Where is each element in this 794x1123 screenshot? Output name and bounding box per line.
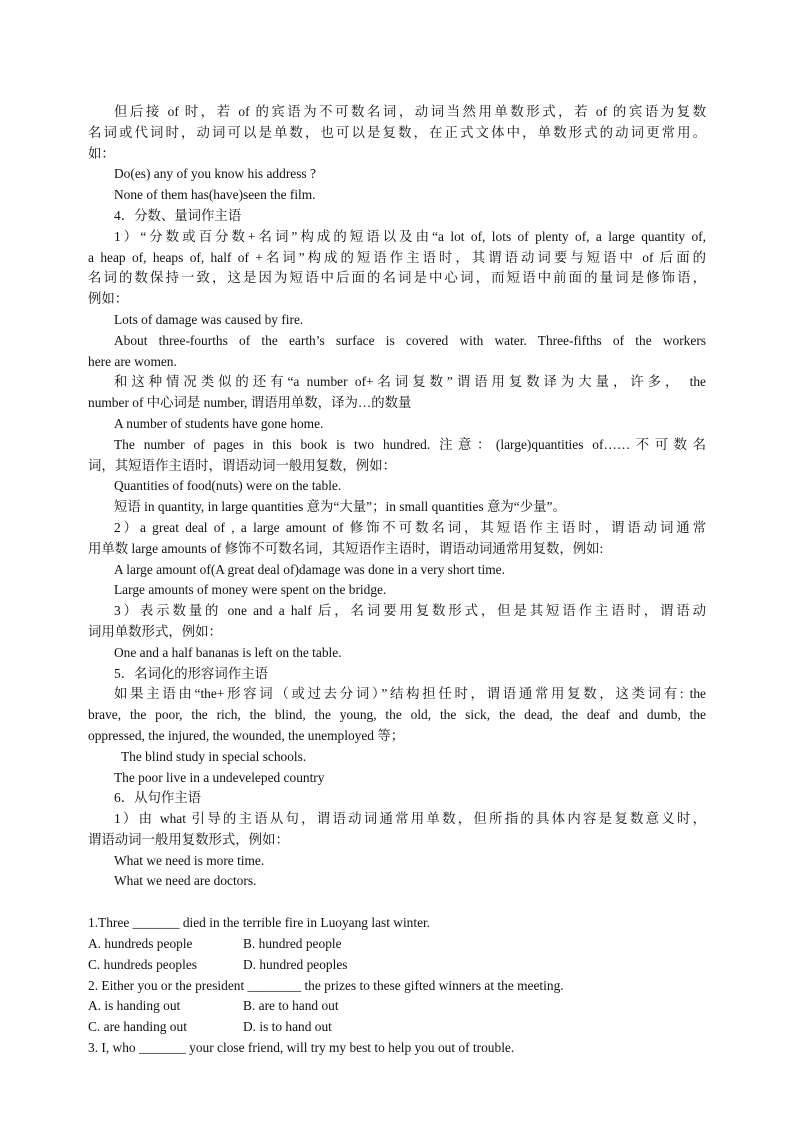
paragraph-line: 如果主语由“the+形容词（或过去分词）”结构担任时，谓语通常用复数，这类词有: the [114, 686, 706, 702]
document-page [88, 102, 706, 1059]
section-heading: 5．名词化的形容词作主语 [114, 665, 268, 681]
paragraph-line: 例如： [88, 291, 129, 307]
paragraph-line: 词，其短语作主语时，谓语动词一般用复数，例如： [88, 457, 396, 473]
question-stem: 3. I, who _______ your close friend, will try my best to help you out of trouble. [88, 1040, 515, 1056]
example-sentence: What we need is more time. [114, 852, 265, 868]
paragraph-line: brave, the poor, the rich, the blind, the young, the old, the sick, the dead, the deaf and dumb, the [88, 707, 706, 723]
paragraph-line: 3）表示数量的 one and a half 后，名词要用复数形式，但是其短语作主语时，谓语动 [114, 603, 706, 619]
example-sentence: The blind study in special schools. [121, 748, 307, 764]
option-d: D. hundred peoples [243, 956, 348, 972]
paragraph-line: oppressed, the injured, the wounded, the unemployed 等； [88, 727, 405, 743]
paragraph-line: 2）a great deal of , a large amount of 修饰不可数名词，其短语作主语时，谓语动词通常 [114, 519, 706, 535]
example-sentence: here are women. [88, 353, 177, 369]
paragraph-line: 短语 in quantity, in large quantities 意为“大量”；in small quantities 意为“少量”。 [114, 499, 566, 515]
option-a: A. is handing out [88, 998, 181, 1014]
paragraph-line: 和这种情况类似的还有“a number of+名词复数”谓语用复数译为大量，许多， the [114, 374, 706, 390]
example-sentence: One and a half bananas is left on the table. [114, 644, 342, 660]
option-d: D. is to hand out [243, 1019, 332, 1035]
option-a: A. hundreds people [88, 936, 193, 952]
paragraph-line: number of 中心词是 number, 谓语用单数，译为…的数量 [88, 395, 412, 411]
example-sentence: A large amount of(A great deal of)damage was done in a very short time. [114, 561, 505, 577]
example-sentence: Large amounts of money were spent on the bridge. [114, 582, 387, 598]
example-sentence: Lots of damage was caused by fire. [114, 311, 304, 327]
paragraph-line: 词用单数形式，例如： [88, 623, 222, 639]
question-stem: 1.Three _______ died in the terrible fire in Luoyang last winter. [88, 915, 431, 931]
example-sentence: None of them has(have)seen the film. [114, 187, 316, 203]
paragraph-line: 1）由 what 引导的主语从句，谓语动词通常用单数，但所指的具体内容是复数意义时， [114, 811, 706, 827]
spacer [88, 892, 706, 913]
example-sentence: Do(es) any of you know his address ? [114, 166, 316, 182]
question-options [88, 955, 706, 976]
question-options [88, 934, 706, 955]
paragraph-line: 用单数 large amounts of 修饰不可数名词，其短语作主语时，谓语动词通常用复数，例如: [88, 540, 604, 556]
example-sentence: Quantities of food(nuts) were on the table. [114, 478, 342, 494]
paragraph-line: 谓语动词一般用复数形式，例如： [88, 831, 289, 847]
example-sentence: The poor live in a undeveleped country [114, 769, 325, 785]
paragraph-line: 1）“分数或百分数+名词”构成的短语以及由“a lot of, lots of plenty of, a large quantity of, [114, 228, 706, 244]
paragraph-line: 名词的数保持一致，这是因为短语中后面的名词是中心词，而短语中前面的量词是修饰语， [88, 270, 706, 286]
option-b: B. are to hand out [243, 998, 339, 1014]
option-c: C. hundreds peoples [88, 956, 197, 972]
example-sentence: About three-fourths of the earth’s surface is covered with water. Three-fifths of the workers [114, 332, 706, 348]
question-stem: 2. Either you or the president ________ the prizes to these gifted winners at the meeting. [88, 977, 564, 993]
paragraph-line: 但后接 of 时，若 of 的宾语为不可数名词，动词当然用单数形式，若 of 的宾语为复数 [114, 104, 706, 119]
example-sentence: A number of students have gone home. [114, 415, 324, 431]
paragraph-line: a heap of, heaps of, half of +名词”构成的短语作主语时，其谓语动词要与短语中 of 后面的 [88, 249, 706, 265]
example-sentence: What we need are doctors. [114, 873, 257, 889]
option-c: C. are handing out [88, 1019, 187, 1035]
section-heading: 4．分数、量词作主语 [114, 207, 242, 223]
paragraph-line: 名词或代词时，动词可以是单数，也可以是复数，在正式文体中，单数形式的动词更常用。 [88, 124, 706, 140]
example-sentence: The number of pages in this book is two hundred. 注意：(large)quantities of……不可数名 [114, 436, 706, 452]
paragraph-line: 如： [88, 145, 115, 161]
section-heading: 6．从句作主语 [114, 790, 202, 806]
question-options [88, 1017, 706, 1038]
option-b: B. hundred people [243, 936, 342, 952]
question-options [88, 996, 706, 1017]
